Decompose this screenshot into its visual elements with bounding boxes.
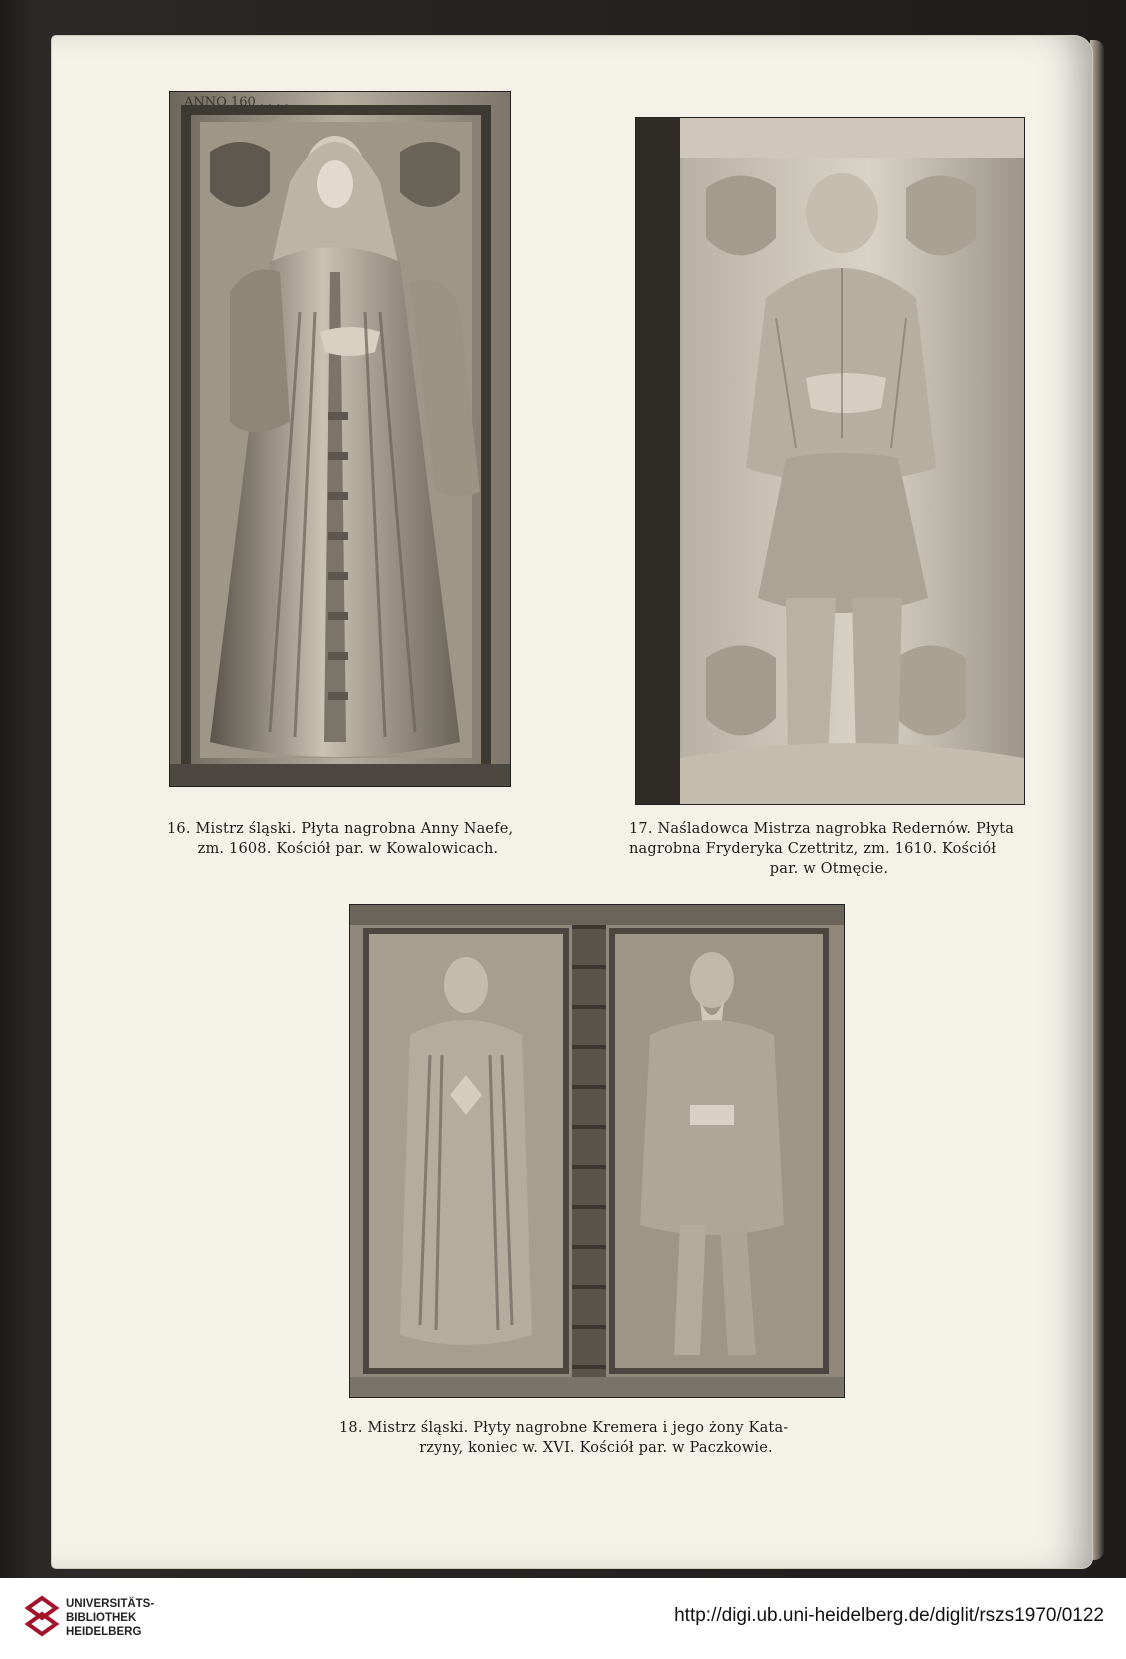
library-footer	[0, 1578, 1126, 1659]
library-name-line: HEIDELBERG	[66, 1626, 142, 1638]
caption-line: 16. Mistrz śląski. Płyta nagrobna Anny Naefe,	[167, 821, 514, 837]
tombstone-anna-naefe-image	[170, 92, 510, 786]
figure-16-caption	[167, 819, 529, 859]
caption-line: 18. Mistrz śląski. Płyty nagrobne Kremera i jego żony Kata-	[339, 1420, 789, 1436]
figure-16-photo	[169, 91, 511, 787]
caption-line: zm. 1608. Kościół par. w Kowalowicach.	[197, 841, 499, 857]
book-page	[52, 36, 1092, 1568]
library-name	[66, 1597, 154, 1639]
inscription-text: ANNO 160 . . . .	[184, 95, 289, 110]
library-name-line: BIBLIOTHEK	[66, 1612, 137, 1624]
caption-line: 17. Naśladowca Mistrza nagrobka Redernów. Płyta	[629, 821, 1015, 837]
book-page-edge	[1090, 40, 1104, 1560]
caption-line: par. w Otmęcie.	[769, 861, 889, 877]
caption-line: rzyny, koniec w. XVI. Kościół par. w Paczkowie.	[419, 1440, 773, 1456]
figure-17-photo	[635, 117, 1025, 805]
figure-18-caption	[339, 1418, 853, 1458]
tombstones-kremer-and-wife-image	[350, 905, 844, 1397]
heidelberg-library-logo-icon	[24, 1594, 60, 1640]
permalink-url[interactable]: http://digi.ub.uni-heidelberg.de/diglit/rszs1970/0122	[674, 1605, 1104, 1626]
library-name-line: UNIVERSITÄTS-	[66, 1598, 155, 1610]
figure-17-caption	[629, 819, 1029, 879]
tombstone-fryderyk-czettritz-image	[636, 118, 1024, 804]
figure-18-photo	[349, 904, 845, 1398]
caption-line: nagrobna Fryderyka Czettritz, zm. 1610. Kościół	[629, 841, 997, 857]
